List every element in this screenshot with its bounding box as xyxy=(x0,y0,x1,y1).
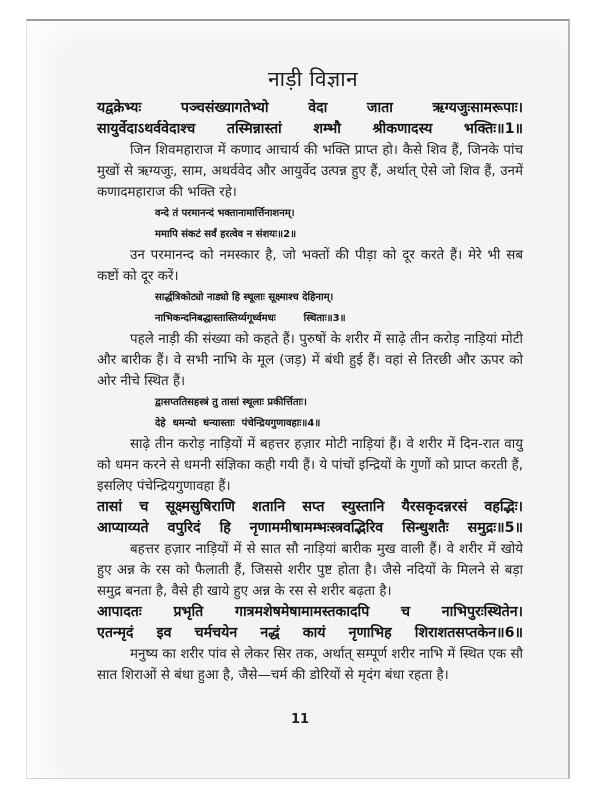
commentary-paragraph: जिन शिवमहाराज में कणाद आचार्य की भक्ति प्राप्त हो। कैसे शिव हैं, जिनके पांच मुखों से ऋग्यजुः, साम, अथर्ववेद और आयुर्वेद उत्पन्न हुए हैं, अर्थात् ऐसे जो शिव हैं, उनमें कणादमहाराज की भक्ति रहे। xyxy=(97,143,523,200)
verse-1 xyxy=(97,98,523,140)
page-title: नाड़ी विज्ञान xyxy=(268,67,358,91)
verse-line: द्वासप्ततिसहस्त्रं तु तासां स्थूलाः प्रकीर्त्तिताः। xyxy=(155,397,307,408)
commentary-paragraph: पहले नाड़ी की संख्या को कहते हैं। पुरुषों के शरीर में साढ़े तीन करोड़ नाड़ियां मोटी और बारीक हैं। वे सभी नाभि के मूल (जड़) में बंधी हुई हैं। वहां से तिरछी और ऊपर को ओर नीचे स्थित हैं। xyxy=(97,332,523,389)
verse-line: सायुर्वेदाऽथर्ववेदाश्च तस्मिन्नास्तां शम्भौ श्रीकणादस्य भक्तिः॥1॥ xyxy=(97,121,523,137)
verse-line: वन्दे तं परमानन्दं भक्तानामार्त्तिनाशनम्। xyxy=(155,208,295,219)
verse-line: ममापि संकटं सर्वं हरत्वेव न संशयः॥2॥ xyxy=(155,229,297,240)
verse-3 xyxy=(97,287,523,329)
page-content xyxy=(97,64,523,686)
verse-line: सार्द्धत्रिकोट्यो नाड्यो हि स्थूलाः सूक्ष्माश्च देहिनाम्। xyxy=(155,292,334,303)
verse-line: आप्याय्यते वपुरिदं हि नृणाममीषामम्भःस्त्रवद्भिरिव सिन्धुशतैः समुद्रः॥5॥ xyxy=(97,520,523,536)
verse-5 xyxy=(97,497,523,539)
verse-line: नाभिकन्दनिबद्धास्तास्तिर्य्यगूर्ध्वमधः स्थिताः॥3॥ xyxy=(155,313,346,324)
verse-6 xyxy=(97,602,523,644)
verse-line: यद्वक्रेभ्यः पञ्चसंख्यागतेभ्यो वेदा जाता ऋग्यजुःसामरूपाः। xyxy=(97,100,523,116)
verse-line: आपादतः प्रभृति गात्रमशेषमेषामामस्तकादपि च नाभिपुरःस्थितेन। xyxy=(97,604,523,620)
page-number: 11 xyxy=(290,712,310,727)
verse-line: एतन्मृदं इव चर्मचयेन नद्धं कायं नृणाभिह शिराशतसप्तकेन॥6॥ xyxy=(97,625,523,641)
commentary-paragraph: मनुष्य का शरीर पांव से लेकर सिर तक, अर्थात् सम्पूर्ण शरीर नाभि में स्थित एक सौ सात शिराओं से बंधा हुआ है, जैसे—चर्म की डोरियों से मृदंग बंधा रहता है। xyxy=(97,647,523,683)
verse-4 xyxy=(97,392,523,434)
commentary-paragraph: उन परमानन्द को नमस्कार है, जो भक्तों की पीड़ा को दूर करते हैं। मेरे भी सब कष्टों को दूर करें। xyxy=(97,248,523,284)
verse-line: तासां च सूक्ष्मसुषिराणि शतानि सप्त स्युस्तानि यैरसकृदन्नरसं वहद्भिः। xyxy=(97,499,523,515)
commentary-paragraph: साढ़े तीन करोड़ नाड़ियों में बहत्तर हज़ार मोटी नाड़ियां हैं। वे शरीर में दिन-रात वायु को धमन करने से धमनी संज्ञिका कही गयी हैं। ये पांचों इन्द्रियों के गुणों को प्राप्त करती हैं, इसलिए पंचेन्द्रियगुणावहा हैं। xyxy=(97,437,523,494)
verse-line: देहे धमन्यो धन्यास्ताः पंचेन्द्रियगुणावहाः॥4॥ xyxy=(155,418,321,429)
verse-2 xyxy=(97,203,523,245)
commentary-paragraph: बहत्तर हज़ार नाड़ियों में से सात सौ नाड़ियां बारीक मुख वाली हैं। वे शरीर में खोये हुए अन्न के रस को फैलाती हैं, जिससे शरीर पुष्ट होता है। जैसे नदियों के मिलने से बड़ा समुद्र बनता है, वैसे ही खाये हुए अन्न के रस से शरीर बढ़ता है। xyxy=(97,542,523,599)
